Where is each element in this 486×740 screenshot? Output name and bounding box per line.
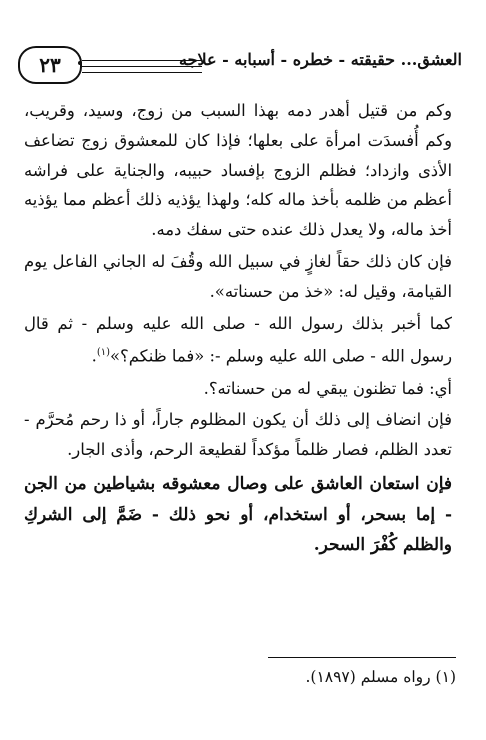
paragraph: وكم من قتيل أهدر دمه بهذا السبب من زوج، وسيد، وقريب، وكم أُفسدَت امرأة على بعلها؛ فإذا كان للمعشوق زوج تضاعف الأذى وازداد؛ فظلم الزوج بإفساد حبيبه، والجناية على فراشه أعظم من ظلمه بأخذ ماله كله؛ ولهذا يؤذيه ذلك أعظم مما يؤذيه أخذ ماله، ولا يعدل ذلك عنده حتى سفك دمه. — [24, 101, 452, 240]
body-text — [24, 96, 452, 563]
header-ornament-dot — [78, 61, 82, 65]
paragraph-bold: فإن استعان العاشق على وصال معشوقه بشياطين من الجن - إما بسحر، أو استخدام، أو نحو ذلك - ضَمَّ إلى الشركِ والظلم كُفْرَ السحر. — [24, 474, 452, 556]
footnote-separator — [268, 657, 456, 658]
paragraph-text: . — [91, 346, 97, 366]
paragraph: فإن انضاف إلى ذلك أن يكون المظلوم جاراً، أو ذا رحم مُحرَّم - تعدد الظلم، فصار ظلماً مؤكداً لقطيعة الرحم، وأذى الجار. — [24, 410, 452, 460]
running-title: العشق... حقيقته - خطره - أسبابه - علاجه — [179, 50, 462, 69]
page-header — [18, 44, 470, 96]
paragraph — [24, 309, 452, 372]
paragraph-text: كما أخبر بذلك رسول الله - صلى الله عليه وسلم - ثم قال رسول الله - صلى الله عليه وسلم -: «فما ظنكم؟» — [24, 313, 452, 366]
paragraph: أي: فما تظنون يبقي له من حسناته؟. — [203, 378, 452, 398]
footnote-reference: (١) — [96, 347, 111, 359]
paragraph: فإن كان ذلك حقاً لغازٍ في سبيل الله وقُفَ له الجاني الفاعل يوم القيامة، وقيل له: «خذ من حسناته». — [24, 251, 452, 301]
header-rule — [82, 72, 202, 73]
footnote: (١) رواه مسلم (١٨٩٧). — [305, 668, 456, 686]
page-number: ٢٣ — [18, 46, 82, 84]
